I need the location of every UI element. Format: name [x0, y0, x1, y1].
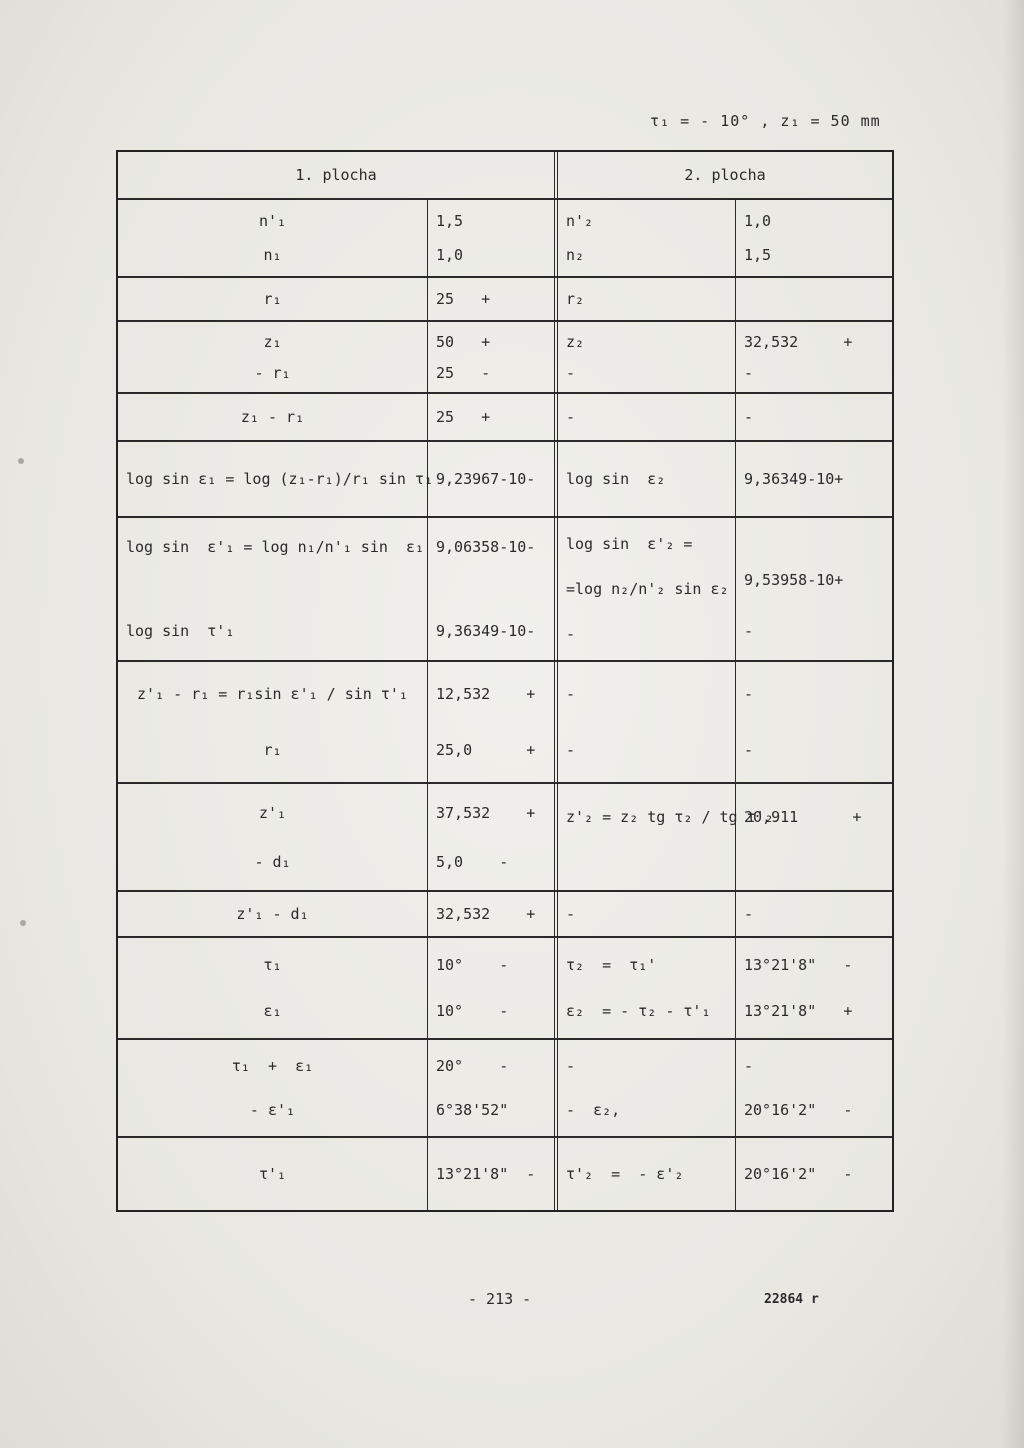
table-cell-c2	[428, 518, 558, 660]
cell-text: ε₁	[263, 1002, 282, 1020]
table-cell-c3	[558, 662, 736, 782]
cell-text: =log n₂/n'₂ sin ε₂	[566, 579, 729, 598]
cell-text: 25 +	[436, 290, 491, 308]
table-cell-c4	[736, 518, 892, 660]
table-cell-c1	[118, 200, 428, 276]
table-row	[118, 442, 892, 518]
cell-text: 37,532 +	[436, 803, 536, 822]
table-cell-c3	[558, 784, 774, 890]
cell-text: - ε₂,	[566, 1101, 621, 1119]
cell-text: log sin τ'₁	[126, 621, 235, 640]
table-cell-c3	[558, 1138, 736, 1210]
cell-text: - ε'₁	[249, 1101, 296, 1119]
cell-text: r₁	[263, 290, 282, 308]
table-cell-c1	[118, 1138, 428, 1210]
cell-text: 1,0	[436, 246, 464, 264]
table-cell-c1	[118, 278, 428, 320]
cell-text: -	[566, 741, 576, 759]
cell-text: 9,23967-10-	[436, 470, 536, 488]
cell-text: z'₁ - r₁ = r₁sin ε'₁ / sin τ'₁	[137, 685, 408, 703]
table-cell-c1	[118, 1040, 428, 1136]
table-cell-c2	[428, 394, 558, 440]
cell-text: r₁	[263, 741, 282, 759]
cell-text: 25,0 +	[436, 741, 536, 759]
cell-text: n'₁	[258, 212, 287, 230]
cell-text: log sin ε'₁ = log n₁/n'₁ sin ε₁	[126, 538, 425, 557]
cell-text: r₂	[566, 290, 585, 308]
table-row	[118, 784, 892, 892]
table-cell-c1	[118, 322, 428, 392]
cell-text: -	[744, 621, 754, 640]
table-cell-c1	[118, 784, 428, 890]
cell-text: τ'₂ = - ε'₂	[566, 1165, 684, 1183]
cell-text: 10° -	[436, 1002, 509, 1020]
cell-text: 13°21'8" -	[436, 1165, 536, 1183]
cell-text: 1,0	[744, 212, 772, 230]
table-cell-c2	[428, 892, 558, 936]
table-cell-c2	[428, 278, 558, 320]
cell-text: - d₁	[254, 852, 291, 871]
table-row	[118, 518, 892, 662]
cell-text: 10° -	[436, 956, 509, 974]
table-cell-c3	[558, 518, 736, 660]
table-row	[118, 1138, 892, 1210]
cell-text: 9,06358-10-	[436, 538, 536, 557]
table-cell-c2	[428, 662, 558, 782]
cell-text: -	[744, 363, 754, 382]
table-cell-c3	[558, 278, 736, 320]
table-cell-c2	[428, 938, 558, 1038]
cell-text: 25 -	[436, 363, 491, 382]
paper-edge-shadow	[1002, 0, 1024, 1448]
cell-text: -	[744, 741, 754, 759]
cell-text: z₁ - r₁	[240, 408, 305, 426]
calculation-table	[116, 150, 894, 1212]
table-cell-c2	[428, 1138, 558, 1210]
cell-text: 1,5	[744, 246, 772, 264]
cell-text: n₁	[263, 246, 282, 264]
page-number: - 213 -	[468, 1290, 532, 1308]
table-cell-c3	[558, 322, 736, 392]
table-cell-c3	[558, 938, 736, 1038]
table-cell-c2	[428, 200, 558, 276]
table-cell-c4	[736, 1040, 892, 1136]
table-cell-c1	[118, 892, 428, 936]
table-cell-c4	[736, 442, 892, 516]
cell-text: -	[566, 905, 576, 923]
cell-text: 9,53958-10+	[744, 570, 844, 589]
table-cell-c2	[428, 784, 558, 890]
table-cell-c4	[736, 322, 892, 392]
table-row	[118, 322, 892, 394]
table-cell-c4	[736, 892, 892, 936]
cell-text: 9,36349-10+	[744, 470, 844, 488]
table-cell-c4	[736, 278, 892, 320]
table-cell-c2	[428, 442, 558, 516]
header-formula: τ₁ = - 10° , z₁ = 50 mm	[650, 112, 881, 130]
cell-text: z'₁	[258, 803, 287, 822]
table-cell-c1	[118, 938, 428, 1038]
cell-text: 13°21'8" +	[744, 1002, 853, 1020]
cell-text: τ'₁	[258, 1165, 287, 1183]
cell-text: τ₁	[263, 956, 282, 974]
table-row	[118, 1040, 892, 1138]
cell-text: -	[566, 685, 576, 703]
table-row	[118, 278, 892, 322]
table-cell-c3	[558, 442, 736, 516]
cell-text: 50 +	[436, 332, 491, 351]
cell-text: 6°38'52"	[436, 1101, 509, 1119]
table-cell-c4	[736, 784, 892, 890]
header-surface-1	[118, 152, 558, 198]
cell-text: log sin ε₂	[566, 470, 666, 488]
cell-text: z'₂ = z₂ tg τ₂ / tg τ'₂	[566, 808, 774, 826]
cell-text: 32,532 +	[436, 905, 536, 923]
table-cell-c4	[736, 200, 892, 276]
cell-text: ε₂ = - τ₂ - τ'₁	[566, 1002, 711, 1020]
table-cell-c3	[558, 200, 736, 276]
cell-text: -	[566, 624, 576, 643]
table-cell-c2	[428, 322, 558, 392]
table-cell-c4	[736, 662, 892, 782]
table-cell-c4	[736, 394, 892, 440]
cell-text: n₂	[566, 246, 585, 264]
cell-text: 5,0 -	[436, 852, 509, 871]
header-surface-1-label: 1. plocha	[295, 166, 377, 184]
table-cell-c2	[428, 1040, 558, 1136]
cell-text: log sin ε₁ = log (z₁-r₁)/r₁ sin τ₁	[126, 470, 434, 488]
document-code: 22864 r	[764, 1292, 819, 1307]
cell-text: 20,911 +	[744, 808, 862, 826]
table-row	[118, 200, 892, 278]
table-cell-c3	[558, 1040, 736, 1136]
table-cell-c4	[736, 938, 892, 1038]
cell-text: -	[744, 408, 754, 426]
cell-text: log sin ε'₂ =	[566, 535, 693, 554]
cell-text: -	[744, 905, 754, 923]
cell-text: 25 +	[436, 408, 491, 426]
cell-text: z₁	[263, 332, 282, 351]
cell-text: τ₂ = τ₁'	[566, 956, 657, 974]
cell-text: 9,36349-10-	[436, 621, 536, 640]
cell-text: -	[566, 408, 576, 426]
cell-text: z₂	[566, 332, 585, 351]
cell-text: 20° -	[436, 1057, 509, 1075]
table-cell-c1	[118, 442, 434, 516]
header-surface-2-label: 2. plocha	[684, 166, 766, 184]
table-row	[118, 394, 892, 442]
table-row	[118, 892, 892, 938]
punch-hole-mark	[20, 920, 26, 926]
cell-text: 1,5	[436, 212, 464, 230]
cell-text: 12,532 +	[436, 685, 536, 703]
table-row	[118, 662, 892, 784]
table-header-row	[118, 152, 892, 200]
cell-text: n'₂	[566, 212, 594, 230]
table-row	[118, 938, 892, 1040]
table-cell-c3	[558, 892, 736, 936]
cell-text: τ₁ + ε₁	[231, 1057, 314, 1075]
cell-text: - r₁	[254, 363, 291, 382]
cell-text: -	[744, 685, 754, 703]
cell-text: 20°16'2" -	[744, 1165, 853, 1183]
cell-text: z'₁ - d₁	[236, 905, 309, 923]
cell-text: 32,532 +	[744, 332, 853, 351]
cell-text: 20°16'2" -	[744, 1101, 853, 1119]
cell-text: -	[566, 1057, 576, 1075]
table-cell-c1	[118, 394, 428, 440]
table-cell-c1	[118, 518, 428, 660]
table-cell-c3	[558, 394, 736, 440]
cell-text: -	[744, 1057, 754, 1075]
punch-hole-mark	[18, 458, 24, 464]
header-surface-2	[558, 152, 892, 198]
table-cell-c1	[118, 662, 428, 782]
cell-text: 13°21'8" -	[744, 956, 853, 974]
table-cell-c4	[736, 1138, 892, 1210]
cell-text: -	[566, 363, 576, 382]
